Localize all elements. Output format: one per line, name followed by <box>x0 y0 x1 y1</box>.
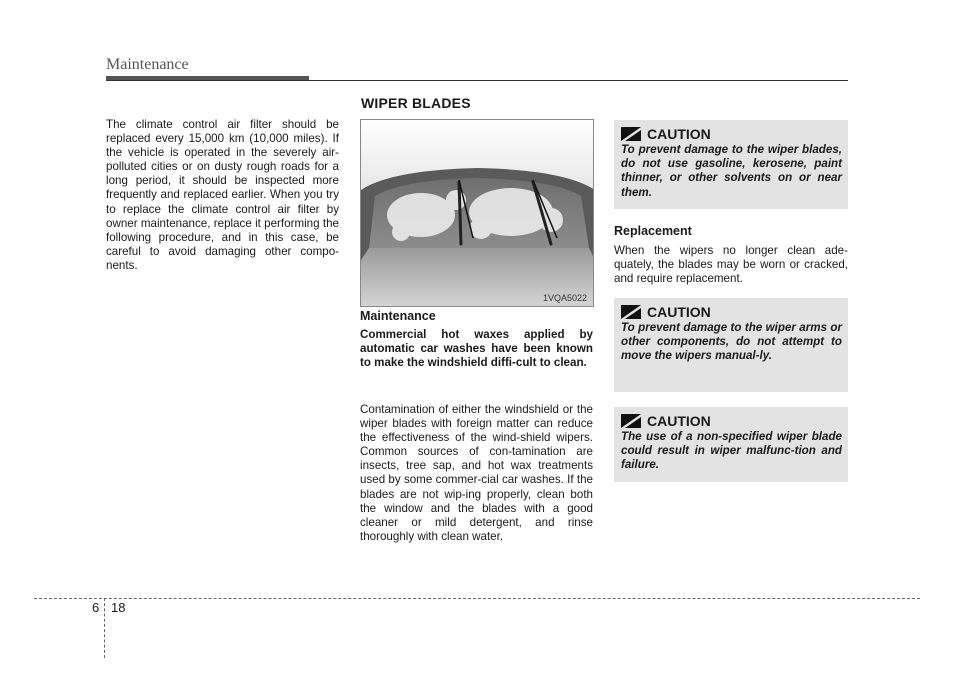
caution-box-1 <box>614 120 848 209</box>
caution-box-2 <box>614 298 848 392</box>
maintenance-body-text: Contamination of either the windshield or the wiper blades with foreign matter can reduce the effectiveness of the wind-shield wipers. Common sources of con-tamination are insects, tree sap, and hot wax treatments used by some commer-cial car washes. If the blades are not wip-ing properly, clean both the window and the blades with a good cleaner or mild detergent, and rinse thoroughly with clean water. <box>360 403 593 543</box>
maintenance-warning-text: Commercial hot waxes applied by automatic car washes have been known to make the windshield diffi-cult to clean. <box>360 328 593 370</box>
caution-text: To prevent damage to the wiper arms or other components, do not attempt to move the wipers manual-ly. <box>621 321 842 363</box>
caution-title: CAUTION <box>647 412 711 429</box>
wiper-blades-heading: WIPER BLADES <box>361 95 471 111</box>
caution-text: To prevent damage to the wiper blades, do not use gasoline, kerosene, paint thinner, or other solvents on or near them. <box>621 143 842 199</box>
air-filter-paragraph: The climate control air filter should be replaced every 15,000 km (10,000 miles). If the vehicle is operated in the severely air-polluted cities or on dusty rough roads for a long period, it should be inspected more frequently and replaced earlier. When you try to replace the climate control air filter by owner maintenance, replace it performing the following procedure, and in this case, be careful to avoid damaging other compo-nents. <box>106 118 339 272</box>
section-title: Maintenance <box>106 56 189 73</box>
chapter-number: 6 <box>92 600 100 615</box>
replacement-subheading: Replacement <box>614 224 692 238</box>
windshield-illustration-svg <box>361 120 594 307</box>
maintenance-subheading: Maintenance <box>360 309 436 323</box>
footer-rule <box>34 598 920 599</box>
figure-code: 1VQA5022 <box>542 293 587 303</box>
caution-text: The use of a non-specified wiper blade could result in wiper malfunc-tion and failure. <box>621 430 842 472</box>
replacement-body-text: When the wipers no longer clean ade-quately, the blades may be worn or cracked, and require replacement. <box>614 244 848 286</box>
caution-title: CAUTION <box>647 125 711 142</box>
caution-icon <box>621 305 641 319</box>
caution-icon <box>621 127 641 141</box>
page-number: 18 <box>111 600 126 615</box>
windshield-wiper-illustration <box>360 119 594 307</box>
caution-icon <box>621 414 641 428</box>
caution-box-3 <box>614 407 848 482</box>
caution-title: CAUTION <box>647 303 711 320</box>
footer-divider <box>104 598 105 658</box>
header-rule <box>106 80 848 81</box>
